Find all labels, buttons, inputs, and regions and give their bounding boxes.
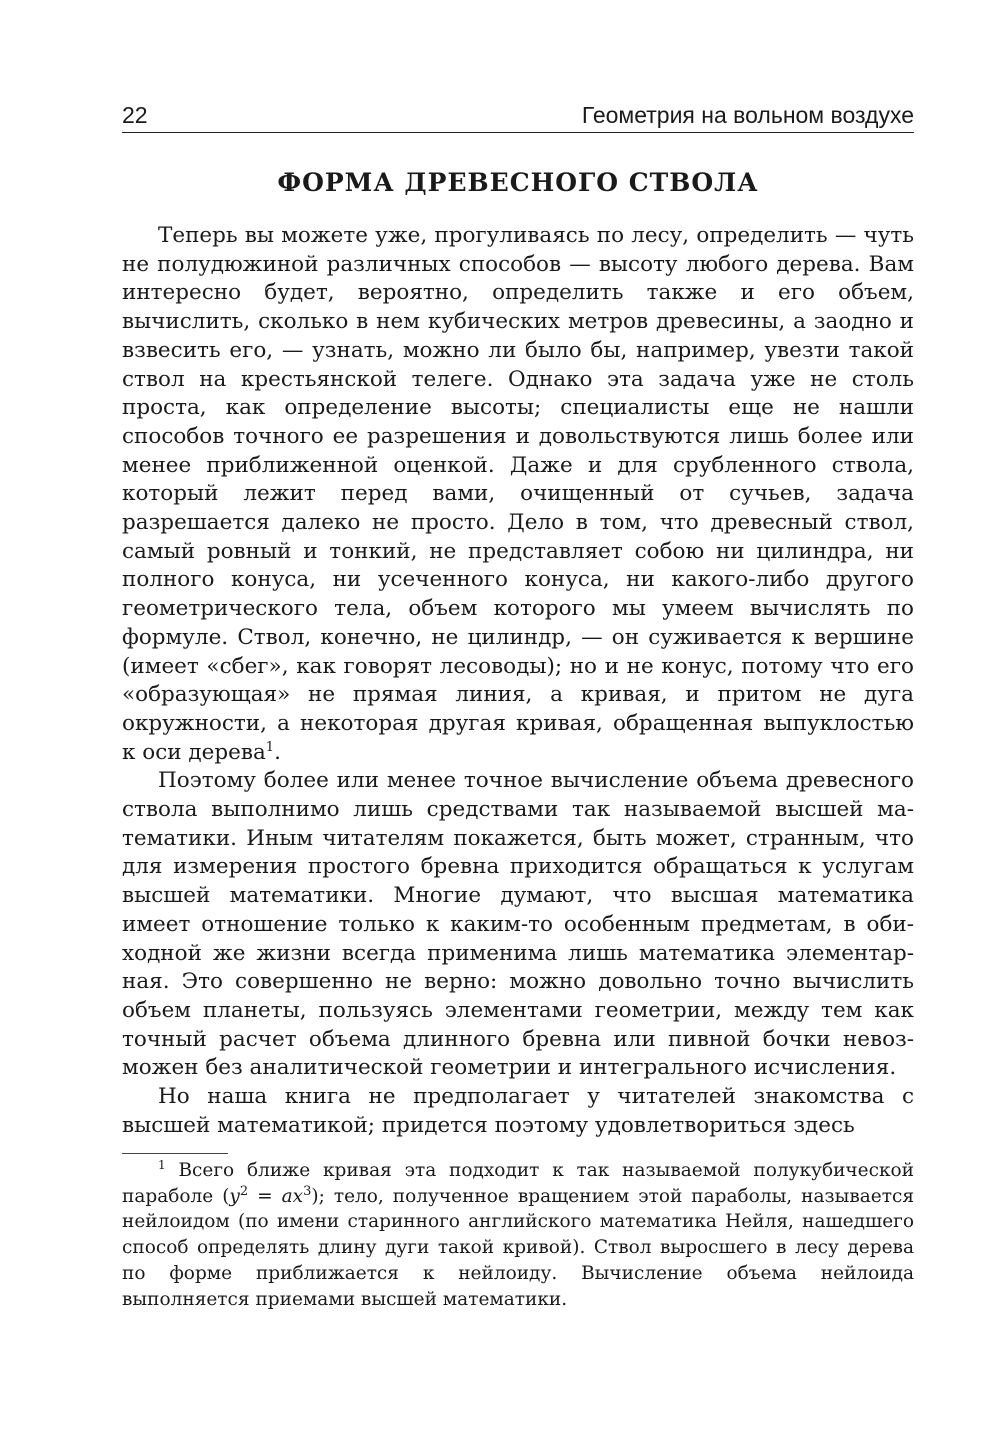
formula-x-exponent: 3 [303, 1183, 312, 1199]
formula-y: y [229, 1185, 240, 1207]
paragraph-1-end: . [274, 739, 281, 765]
paragraph-3: Но наша книга не предполагает у читателей знакомства с высшей математикой; придется поэтому удовлетвориться здесь [122, 1084, 914, 1138]
footnote-divider [122, 1153, 228, 1154]
formula-equals: = [248, 1185, 282, 1207]
footnote-text-start: Всего ближе кривая эта подходит к так называемой полукубической параболе ( [122, 1160, 914, 1207]
paragraph-2: Поэтому более или менее точное вычисление объема древесного ствола выполнимо лишь средствами так называемой высшей математики. Иным читателям покажется, быть может, странным, что для измерения простого бревна приходится обращаться к услугам высшей математики. Многие думают, что высшая математика имеет отношение только к каким-то особенным предметам, в обиходной же жизни всегда применима лишь математика элементарная. Это совершенно не верно: можно довольно точно вычислить объем планеты, пользуясь элементами геометрии, между тем как точный расчет объема длинного бревна или пивной бочки невозможен без аналитической геометрии и интегрального исчисления. [122, 768, 914, 1081]
body-text [122, 222, 914, 1141]
paragraph-1-text: Теперь вы можете уже, прогуливаясь по лесу, определить — чуть не полудюжиной различных способов — высоту любого дерева. Вам интересно будет, вероятно, определить также и его объем, вычислить, сколько в нем кубических метров древесины, а заодно и взвесить его, — узнать, можно ли было бы, например, увезти такой ствол на крестьянской телеге. Однако эта задача уже не столь проста, как определение высоты; специалисты еще не нашли способов точного ее разрешения и довольствуются лишь более или менее приближенной оценкой. Даже и для срубленного ствола, который лежит перед вами, очищенный от сучьев, задача разрешается далеко не просто. Дело в том, что древесный ствол, самый ровный и тонкий, не представляет собою ни цилиндра, ни полного конуса, ни усеченного конуса, ни какого-либо другого геометрического тела, объем которого мы умеем вычислять по формуле. Ствол, конечно, не цилиндр, — он суживается к вершине (имеет «сбег», как говорят лесоводы); но и не конус, потому что его «образующая» не прямая линия, а кривая, и притом не дуга окружности, а некоторая другая кривая, обращенная выпуклостью к оси дерева [122, 223, 914, 765]
footnote-marker: 1 [158, 1157, 166, 1172]
running-header [122, 98, 914, 133]
running-title: Геометрия на вольном воздухе [581, 102, 914, 128]
footnote [122, 1158, 914, 1312]
footnote-text [122, 1158, 914, 1312]
page-number: 22 [122, 102, 148, 128]
chapter-title: ФОРМА ДРЕВЕСНОГО СТВОЛА [277, 168, 759, 197]
footnote-reference: 1 [265, 739, 275, 755]
formula-y-exponent: 2 [239, 1183, 249, 1199]
footnote-text-end: ); тело, полученное вращением этой параболы, называется нейлоидом (по имени старинного английского математика Нейля, нашедшего способ определять длину дуги такой кривой). Ствол выросшего в лесу дерева по форме приближается к нейлоиду. Вычисление объема нейлоида выполняется приемами высшей математики. [122, 1185, 914, 1310]
formula-ax: ax [281, 1185, 304, 1207]
paragraph-1 [122, 222, 914, 767]
